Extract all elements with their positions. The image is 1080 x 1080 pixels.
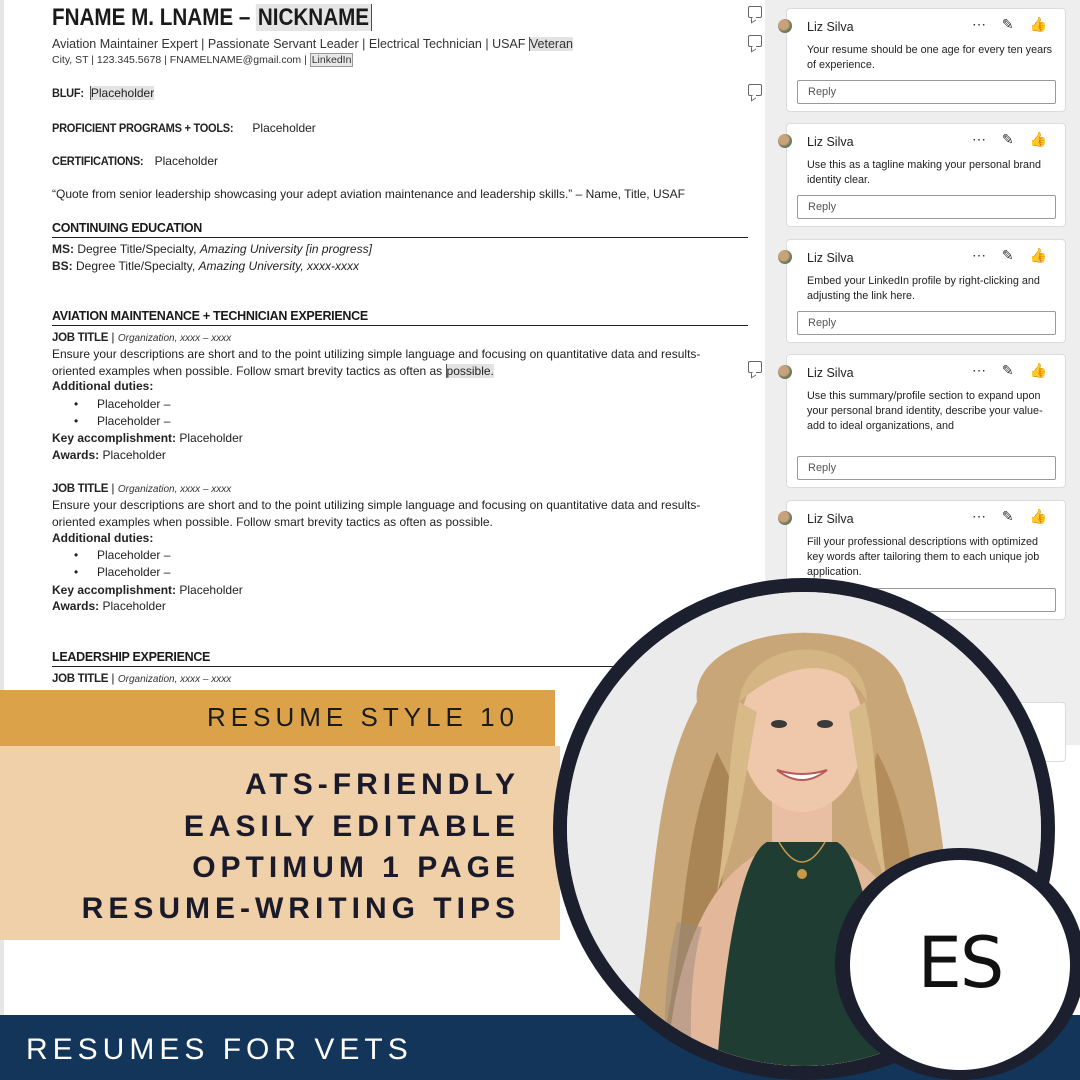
comment-text: Use this summary/profile section to expand upon your personal brand identity, describe your value-add to ideal organizations, and	[807, 390, 1043, 432]
job2-title-row[interactable]	[52, 481, 231, 495]
comment-text: Use this as a tagline making your personal brand identity clear.	[807, 159, 1042, 186]
job1-duties-label	[52, 379, 153, 393]
job1-accomplishment[interactable]	[52, 431, 243, 445]
job3-title-row[interactable]	[52, 671, 231, 685]
job2-duty-2-text: Placeholder –	[97, 565, 171, 579]
job2-awards-value: Placeholder	[102, 599, 166, 613]
job1-duties-text: Additional duties:	[52, 379, 154, 393]
comment-marker-icon[interactable]	[748, 361, 762, 373]
job2-awards[interactable]	[52, 599, 166, 613]
comment-tools[interactable]: ⋯ ✎ 👍	[972, 247, 1053, 263]
comment-author: Liz Silva	[807, 135, 854, 149]
avatar	[778, 365, 792, 379]
comment-tools[interactable]: ⋯ ✎ 👍	[972, 508, 1053, 524]
programs-label: PROFICIENT PROGRAMS + TOOLS:	[52, 121, 234, 135]
brand-name: RESUMES FOR VETS	[26, 1033, 413, 1066]
certs-label: CERTIFICATIONS:	[52, 154, 144, 168]
avatar	[778, 134, 792, 148]
job1-title-row[interactable]	[52, 330, 231, 344]
bs-label: BS:	[52, 259, 73, 273]
reply-input[interactable]: Reply	[797, 311, 1056, 335]
comment-marker-icon[interactable]	[748, 84, 762, 96]
linkedin-link[interactable]: LinkedIn	[311, 54, 352, 66]
feature-easily-editable: EASILY EDITABLE	[183, 810, 520, 843]
ms-label: MS:	[52, 242, 74, 256]
certs-row[interactable]	[52, 154, 218, 168]
bluf-row[interactable]	[52, 86, 154, 100]
avatar	[778, 250, 792, 264]
certs-value: Placeholder	[154, 154, 218, 168]
reply-input[interactable]: Reply	[797, 456, 1056, 480]
job2-accomplish-label: Key accomplishment:	[52, 583, 177, 597]
job1-org: Organization, xxxx – xxxx	[117, 333, 232, 344]
bs-value: Degree Title/Specialty,	[76, 259, 196, 273]
comment-card[interactable]	[786, 8, 1066, 112]
comment-text: Your resume should be one age for every ten years of experience.	[807, 44, 1053, 71]
resume-contact[interactable]	[52, 54, 353, 66]
job2-org: Organization, xxxx – xxxx	[117, 484, 232, 495]
feature-one-page: OPTIMUM 1 PAGE	[192, 851, 520, 884]
tagline-text: Aviation Maintainer Expert | Passionate Servant Leader | Electrical Technician | USAF	[52, 37, 526, 51]
logo-badge	[850, 860, 1070, 1070]
reply-input[interactable]: Reply	[797, 195, 1056, 219]
experience-heading: AVIATION MAINTENANCE + TECHNICIAN EXPERIENCE	[52, 309, 748, 326]
style-banner	[0, 690, 555, 746]
name-text: FNAME M. LNAME –	[52, 4, 251, 31]
education-heading: CONTINUING EDUCATION	[52, 221, 748, 238]
comment-card[interactable]	[786, 123, 1066, 227]
comment-marker-icon[interactable]	[748, 35, 762, 47]
style-title: RESUME STYLE 10	[207, 702, 519, 732]
job3-sep: |	[108, 671, 118, 685]
job1-duty-1[interactable]	[74, 397, 170, 411]
comment-author: Liz Silva	[807, 251, 854, 265]
job2-title: JOB TITLE	[52, 483, 109, 495]
nickname-text[interactable]: NICKNAME	[256, 4, 372, 31]
job1-sep: |	[108, 330, 118, 344]
job1-awards[interactable]	[52, 448, 166, 462]
contact-text: City, ST | 123.345.5678 | FNAMELNAME@gmail.com |	[52, 54, 307, 66]
job2-duties-label	[52, 531, 153, 545]
reply-input[interactable]: Reply	[797, 80, 1056, 104]
bluf-label: BLUF:	[52, 86, 84, 100]
job1-desc-text: Ensure your descriptions are short and to the point utilizing simple language and focusing on quantitative data and results-oriented examples when possible. Follow smart brevity tactics as often as	[52, 347, 701, 378]
comment-tools[interactable]: ⋯ ✎ 👍	[972, 16, 1053, 32]
job3-title: JOB TITLE	[52, 673, 109, 685]
job3-org: Organization, xxxx – xxxx	[117, 674, 232, 685]
job1-description[interactable]	[52, 346, 732, 379]
comment-marker-icon[interactable]	[748, 6, 762, 18]
job2-duties-text: Additional duties:	[52, 531, 154, 545]
job2-duty-2[interactable]	[74, 565, 170, 579]
bs-school: Amazing University, xxxx-xxxx	[198, 259, 360, 273]
job1-title: JOB TITLE	[52, 332, 109, 344]
job2-duty-1[interactable]	[74, 548, 170, 562]
job1-duty-2[interactable]	[74, 414, 170, 428]
programs-value: Placeholder	[252, 121, 316, 135]
job2-sep: |	[108, 481, 118, 495]
job2-accomplish-value: Placeholder	[179, 583, 243, 597]
ms-value: Degree Title/Specialty,	[77, 242, 197, 256]
features-banner	[0, 746, 560, 940]
tagline-veteran-highlight[interactable]: Veteran	[529, 37, 573, 51]
job1-duty-1-text: Placeholder –	[97, 397, 171, 411]
ms-school: Amazing University [in progress]	[199, 242, 372, 256]
job1-duty-2-text: Placeholder –	[97, 414, 171, 428]
comment-card[interactable]	[786, 239, 1066, 343]
comment-tools[interactable]: ⋯ ✎ 👍	[972, 362, 1053, 378]
comment-author: Liz Silva	[807, 20, 854, 34]
comment-author: Liz Silva	[807, 366, 854, 380]
job2-duty-1-text: Placeholder –	[97, 548, 171, 562]
job1-awards-label: Awards:	[52, 448, 100, 462]
job1-accomplish-label: Key accomplishment:	[52, 431, 177, 445]
bluf-value[interactable]: Placeholder	[90, 86, 155, 100]
logo-text: ES	[917, 922, 1003, 1004]
quote-row[interactable]: “Quote from senior leadership showcasing your adept aviation maintenance and leadership skills.” – Name, Title, USAF	[52, 187, 685, 201]
resume-name[interactable]	[52, 4, 372, 32]
job1-accomplish-value: Placeholder	[179, 431, 243, 445]
comment-author: Liz Silva	[807, 512, 854, 526]
leadership-heading: LEADERSHIP EXPERIENCE	[52, 650, 748, 667]
job1-awards-value: Placeholder	[102, 448, 166, 462]
job2-description[interactable]: Ensure your descriptions are short and to the point utilizing simple language and focusing on quantitative data and results-oriented examples when possible. Follow smart brevity tactics as often as possible.	[52, 498, 701, 529]
bs-row[interactable]	[52, 259, 359, 273]
comment-card[interactable]	[786, 354, 1066, 488]
comment-text: Fill your professional descriptions with optimized key words after tailoring them to each unique job application.	[807, 536, 1040, 578]
ms-row[interactable]	[52, 242, 372, 256]
feature-ats-friendly: ATS-FRIENDLY	[244, 768, 520, 801]
programs-row[interactable]	[52, 121, 316, 135]
resume-taglines[interactable]	[52, 37, 573, 51]
job1-desc-highlight[interactable]: possible.	[446, 363, 494, 378]
job2-accomplishment[interactable]	[52, 583, 243, 597]
feature-writing-tips: RESUME-WRITING TIPS	[81, 892, 520, 925]
job2-awards-label: Awards:	[52, 599, 100, 613]
comment-tools[interactable]: ⋯ ✎ 👍	[972, 131, 1053, 147]
comment-text: Embed your LinkedIn profile by right-clicking and adjusting the link here.	[807, 275, 1040, 302]
avatar	[778, 19, 792, 33]
avatar	[778, 511, 792, 525]
